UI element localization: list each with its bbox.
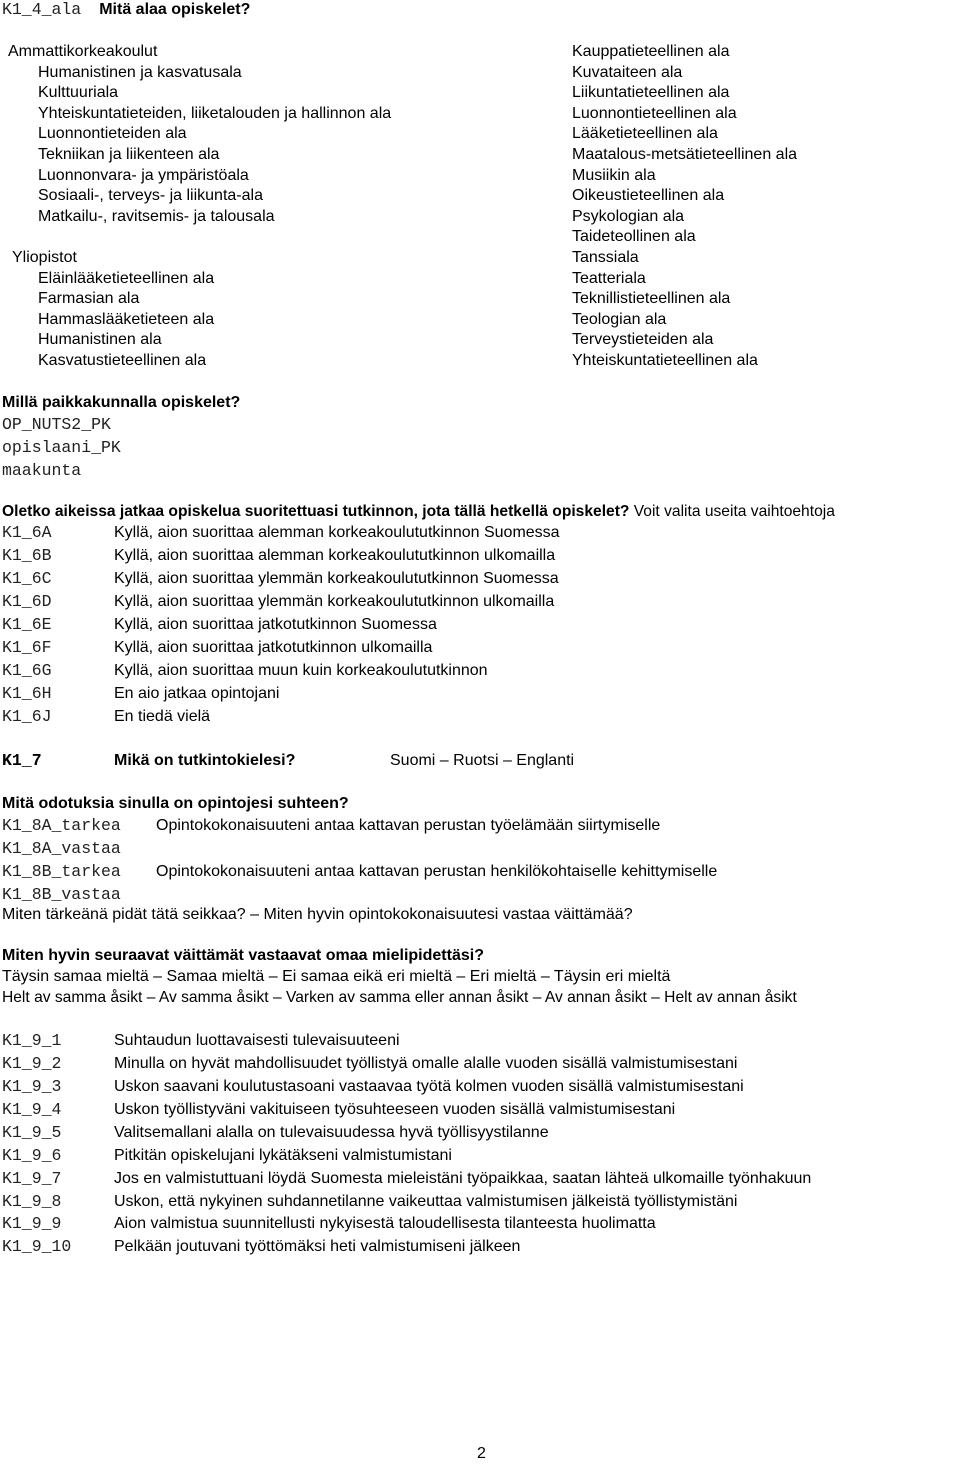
page-number: 2 bbox=[477, 1445, 486, 1462]
location-code: maakunta bbox=[2, 461, 82, 480]
group-title-yliopistot: Yliopistot bbox=[12, 248, 77, 266]
list-item: Teatteriala bbox=[572, 269, 646, 287]
q6-question: Oletko aikeissa jatkaa opiskelua suoritettuasi tutkinnon, jota tällä hetkellä opiskelet? bbox=[2, 503, 630, 520]
row-code: K1_9_3 bbox=[2, 1077, 62, 1096]
row-code: K1_6E bbox=[2, 615, 52, 634]
list-item: Hammaslääketieteen ala bbox=[38, 310, 215, 328]
table-row bbox=[2, 883, 156, 906]
row-code: K1_6J bbox=[2, 707, 52, 726]
row-text: Opintokokonaisuuteni antaa kattavan perustan henkilökohtaiselle kehittymiselle bbox=[156, 863, 718, 880]
list-item: Yhteiskuntatieteiden, liiketalouden ja hallinnon ala bbox=[38, 104, 392, 122]
row-code: K1_6D bbox=[2, 592, 52, 611]
table-row bbox=[2, 1098, 675, 1121]
row-code: K1_9_9 bbox=[2, 1214, 62, 1233]
list-item: Tanssiala bbox=[572, 248, 639, 266]
list-item: Taideteollinen ala bbox=[572, 228, 696, 246]
list-item: Humanistinen ala bbox=[38, 331, 162, 349]
list-item: Kulttuuriala bbox=[38, 84, 119, 102]
row-code: K1_9_1 bbox=[2, 1031, 62, 1050]
table-row bbox=[2, 1212, 656, 1235]
list-item: Oikeustieteellinen ala bbox=[572, 187, 725, 205]
row-code: K1_9_5 bbox=[2, 1123, 62, 1142]
list-item: Yhteiskuntatieteellinen ala bbox=[572, 351, 758, 369]
spacer bbox=[8, 227, 391, 248]
q7-row bbox=[2, 749, 574, 772]
list-item: Kauppatieteellinen ala bbox=[572, 43, 730, 60]
q7-code: K1_7 bbox=[2, 751, 42, 770]
q8-footer: Miten tärkeänä pidät tätä seikkaa? – Miten hyvin opintokokonaisuutesi vastaa väittämää? bbox=[2, 906, 633, 923]
location-code: opislaani_PK bbox=[2, 438, 121, 457]
list-item: Luonnontieteellinen ala bbox=[572, 104, 737, 122]
row-text: Kyllä, aion suorittaa alemman korkeakoulututkinnon Suomessa bbox=[114, 524, 560, 541]
location-question: Millä paikkakunnalla opiskelet? bbox=[2, 394, 241, 411]
question-code: K1_4_ala bbox=[2, 0, 82, 19]
row-code: K1_9_10 bbox=[2, 1237, 72, 1256]
field-list-right bbox=[572, 42, 797, 372]
row-code: K1_8B_vastaa bbox=[2, 885, 121, 904]
list-item: Humanistinen ja kasvatusala bbox=[38, 63, 242, 81]
q6-note: Voit valita useita vaihtoehtoja bbox=[629, 503, 835, 520]
table-row bbox=[2, 682, 279, 705]
row-text: Pitkitän opiskelujani lykätäkseni valmistumistani bbox=[114, 1147, 452, 1164]
row-text: Uskon, että nykyinen suhdannetilanne vaikeuttaa valmistumisen jälkeistä työllistymistäni bbox=[114, 1193, 738, 1210]
table-row bbox=[2, 636, 432, 659]
list-item: Lääketieteellinen ala bbox=[572, 125, 718, 143]
table-row bbox=[2, 860, 717, 883]
row-text: Aion valmistua suunnitellusti nykyisestä taloudellisesta tilanteesta huolimatta bbox=[114, 1215, 656, 1232]
table-row bbox=[2, 1190, 737, 1213]
row-text: En aio jatkaa opintojani bbox=[114, 685, 280, 702]
question-title: Mitä alaa opiskelet? bbox=[99, 1, 251, 18]
row-code: K1_6A bbox=[2, 523, 52, 542]
row-text: Jos en valmistuttuani löydä Suomesta mieleistäni työpaikkaa, saatan lähteä ulkomaille työnhakuun bbox=[114, 1170, 812, 1187]
q9-scale-fi: Täysin samaa mieltä – Samaa mieltä – Ei samaa eikä eri mieltä – Eri mieltä – Täysin eri mieltä bbox=[2, 968, 671, 985]
row-text: Pelkään joutuvani työttömäksi heti valmistumiseni jälkeen bbox=[114, 1238, 521, 1255]
row-code: K1_9_7 bbox=[2, 1169, 62, 1188]
list-item: Eläinlääketieteellinen ala bbox=[38, 269, 215, 287]
row-code: K1_9_6 bbox=[2, 1146, 62, 1165]
table-row bbox=[2, 1075, 744, 1098]
row-code: K1_6H bbox=[2, 684, 52, 703]
row-code: K1_8B_tarkea bbox=[2, 862, 121, 881]
q9-question: Miten hyvin seuraavat väittämät vastaavat omaa mielipidettäsi? bbox=[2, 947, 484, 964]
row-text: Kyllä, aion suorittaa ylemmän korkeakoulututkinnon ulkomailla bbox=[114, 593, 555, 610]
row-text: Uskon saavani koulutustasoani vastaavaa työtä kolmen vuoden sisällä valmistumisestani bbox=[114, 1078, 744, 1095]
list-item: Kasvatustieteellinen ala bbox=[38, 351, 207, 369]
table-row bbox=[2, 659, 488, 682]
table-row bbox=[2, 1052, 737, 1075]
list-item: Terveystieteiden ala bbox=[572, 331, 714, 349]
q8-question: Mitä odotuksia sinulla on opintojesi suhteen? bbox=[2, 795, 349, 812]
row-text: Uskon työllistyväni vakituiseen työsuhteeseen vuoden sisällä valmistumisestani bbox=[114, 1101, 676, 1118]
list-item: Matkailu-, ravitsemis- ja talousala bbox=[38, 207, 275, 225]
table-row bbox=[2, 705, 210, 728]
table-row bbox=[2, 521, 560, 544]
row-code: K1_6F bbox=[2, 638, 52, 657]
list-item: Musiikin ala bbox=[572, 166, 656, 184]
table-row bbox=[2, 837, 156, 860]
table-row bbox=[2, 1167, 811, 1190]
row-text: Opintokokonaisuuteni antaa kattavan perustan työelämään siirtymiselle bbox=[156, 817, 661, 834]
row-text: Kyllä, aion suorittaa ylemmän korkeakoulututkinnon Suomessa bbox=[114, 570, 559, 587]
table-row bbox=[2, 814, 660, 837]
row-text: Suhtaudun luottavaisesti tulevaisuuteeni bbox=[114, 1032, 400, 1049]
list-item: Teologian ala bbox=[572, 310, 667, 328]
row-text: Kyllä, aion suorittaa jatkotutkinnon Suomessa bbox=[114, 616, 437, 633]
table-row bbox=[2, 544, 555, 567]
list-item: Farmasian ala bbox=[38, 290, 140, 308]
row-text: Kyllä, aion suorittaa alemman korkeakoulututkinnon ulkomailla bbox=[114, 547, 556, 564]
group-title-amk: Ammattikorkeakoulut bbox=[8, 43, 158, 60]
row-code: K1_9_4 bbox=[2, 1100, 62, 1119]
row-code: K1_6B bbox=[2, 546, 52, 565]
list-item: Psykologian ala bbox=[572, 207, 685, 225]
q7-options: Suomi – Ruotsi – Englanti bbox=[390, 752, 575, 769]
location-code: OP_NUTS2_PK bbox=[2, 415, 111, 434]
row-code: K1_9_8 bbox=[2, 1192, 62, 1211]
table-row bbox=[2, 567, 559, 590]
table-row bbox=[2, 590, 554, 613]
row-code: K1_6G bbox=[2, 661, 52, 680]
row-text: Minulla on hyvät mahdollisuudet työllistyä omalle alalle vuoden sisällä valmistumisestani bbox=[114, 1055, 738, 1072]
q9-scale-sv: Helt av samma åsikt – Av samma åsikt – Varken av samma eller annan åsikt – Av annan åsikt – Helt av annan åsikt bbox=[2, 989, 797, 1006]
question-header bbox=[2, 0, 250, 20]
list-item: Tekniikan ja liikenteen ala bbox=[38, 145, 220, 163]
list-item: Luonnontieteiden ala bbox=[38, 125, 187, 143]
q7-question: Mikä on tutkintokielesi? bbox=[114, 752, 296, 769]
table-row bbox=[2, 1235, 520, 1258]
row-code: K1_8A_tarkea bbox=[2, 816, 121, 835]
row-text: Kyllä, aion suorittaa jatkotutkinnon ulkomailla bbox=[114, 639, 433, 656]
list-item: Kuvataiteen ala bbox=[572, 63, 683, 81]
row-code: K1_9_2 bbox=[2, 1054, 62, 1073]
q6-question-line bbox=[2, 502, 835, 522]
field-list-left bbox=[8, 42, 391, 372]
list-item: Liikuntatieteellinen ala bbox=[572, 84, 730, 102]
list-item: Luonnonvara- ja ympäristöala bbox=[38, 166, 249, 184]
list-item: Maatalous-metsätieteellinen ala bbox=[572, 145, 798, 163]
list-item: Sosiaali-, terveys- ja liikunta-ala bbox=[38, 187, 263, 205]
table-row bbox=[2, 1144, 452, 1167]
table-row bbox=[2, 1029, 400, 1052]
row-code: K1_8A_vastaa bbox=[2, 839, 121, 858]
row-text: En tiedä vielä bbox=[114, 708, 211, 725]
row-text: Valitsemallani alalla on tulevaisuudessa hyvä työllisyystilanne bbox=[114, 1124, 549, 1141]
row-code: K1_6C bbox=[2, 569, 52, 588]
row-text: Kyllä, aion suorittaa muun kuin korkeakoulututkinnon bbox=[114, 662, 488, 679]
list-item: Teknillistieteellinen ala bbox=[572, 290, 731, 308]
table-row bbox=[2, 1121, 549, 1144]
table-row bbox=[2, 613, 437, 636]
